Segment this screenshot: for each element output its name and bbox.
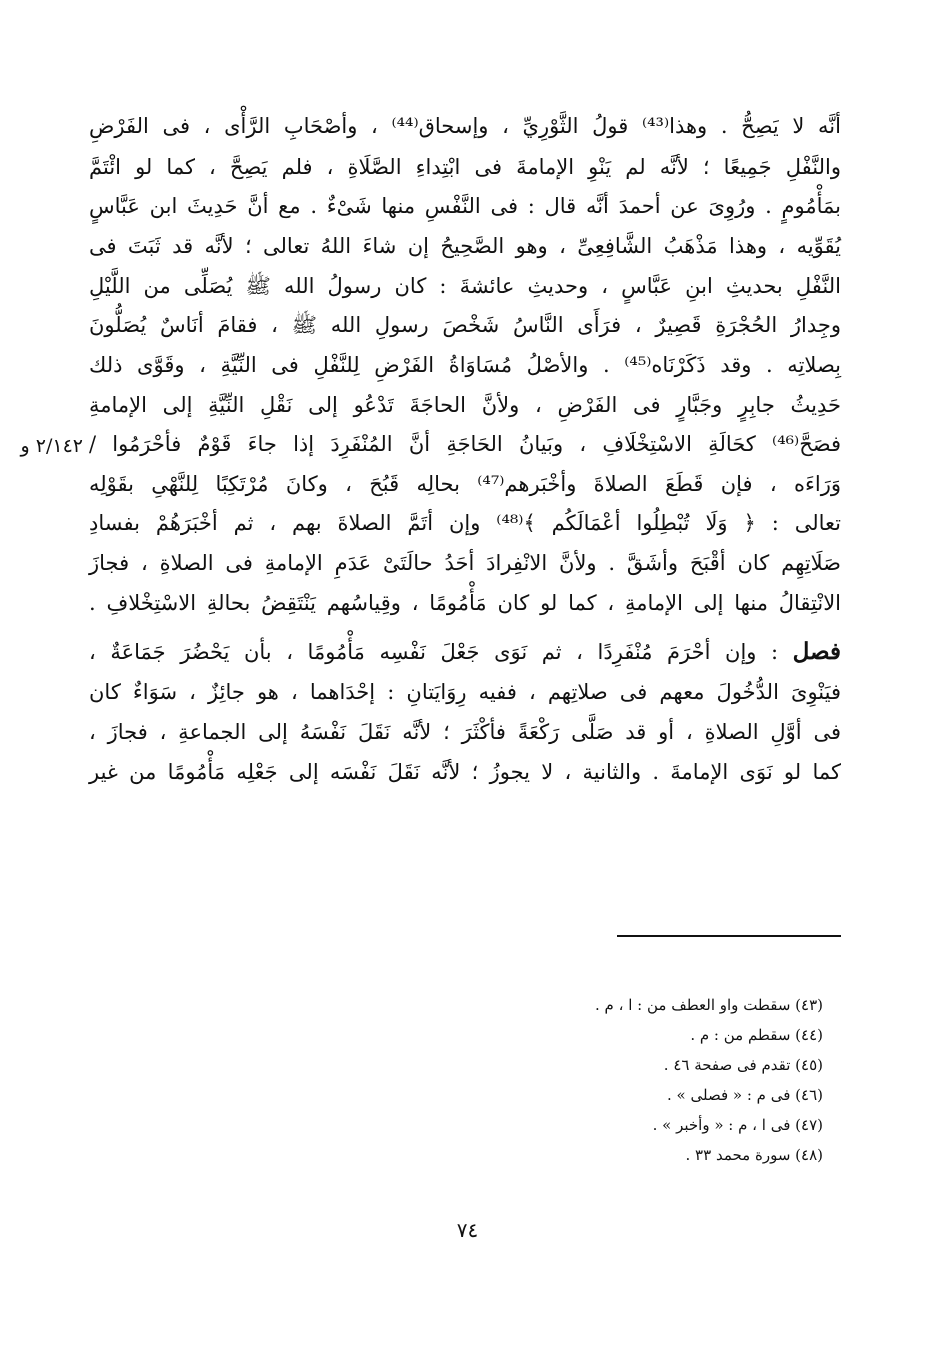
- margin-manuscript-ref: ٢/١٤٢ و: [20, 435, 83, 457]
- body-line-1: أنَّه لا يَصِحُّ . وهذا⁽⁴³⁾ قولُ الثَّوْرِيِّ ، وإسحاق⁽⁴⁴⁾ ، وأصْحَابِ الرَّأْى ، فى الفَرْضِ: [89, 114, 841, 138]
- body-line-4: يُقَوِّيه ، وهذا مَذْهَبُ الشَّافِعِىِّ ، وهو الصَّحِيحُ إن شاءَ اللهُ تعالى ؛ لأنَّه قد ثَبَتَ فى: [89, 234, 841, 258]
- footnotes: [323, 990, 823, 1170]
- body-line-3: بمَأْمُومٍ . ورُوِىَ عن أحمدَ أنَّه قال : فى النَّفْسِ منها شَىْءٌ . مع أنَّ حَدِيثَ ابن عَبَّاسٍ: [89, 194, 841, 218]
- footnote-47: (٤٧) فى ا ، م : « وأخبر » .: [652, 1116, 823, 1134]
- body-line-13: الانْتِقالُ منها إلى الإمامةِ ، كما لو كان مَأْمُومًا ، وقِياسُهم يَنْتَقِضُ بحالةِ الاسْتِخْلافِ .: [89, 591, 841, 615]
- footnote-45: (٤٥) تقدم فى صفحة ٤٦ .: [663, 1056, 823, 1074]
- body-line-10: وَرَاءَه ، فإن قَطَعَ الصلاةَ وأخْبَرهم⁽⁴⁷⁾ بحالِه قَبُحَ ، وكانَ مُرْتَكِبًا لِلنَّهْىِ بقَوْلِه: [89, 472, 841, 496]
- section-line-3: فى أوَّلِ الصلاةِ ، أو قد صَلَّى رَكْعَةً فأكْثَرَ ؛ لأنَّه نَقَلَ نَفْسَهُ إلى الجماعةِ ، فجازَ ،: [89, 720, 841, 744]
- body-line-9: فصَحَّ⁽⁴⁶⁾ كحَالَةِ الاسْتِخْلَافِ ، وبَيانُ الحَاجَةِ أنَّ المُنْفَرِدَ إذا جاءَ قَوْمٌ فأحْرَمُوا /: [89, 432, 841, 456]
- body-line-8: حَدِيثُ جابِرٍ وجَبَّارٍ فى الفَرْضِ ، ولأنَّ الحاجَةَ تَدْعُو إلى نَقْلِ النِّيَّةِ إلى الإمامةِ: [89, 393, 841, 417]
- footnote-46: (٤٦) فى م : « فصلى » .: [667, 1086, 823, 1104]
- body-line-6: وجِدارُ الحُجْرَةِ قَصِيرٌ ، فرَأَى النَّاسُ شَخْصَ رسولِ الله ﷺ ، فقامَ أنَاسٌ يُصَلُّونَ: [89, 313, 841, 337]
- body-line-11: تعالى : ﴿ وَلَا تُبْطِلُوا أعْمَالَكُم ﴾⁽⁴⁸⁾ وإن أتَمَّ الصلاةَ بهم ، ثم أخْبَرَهُمْ بفسادِ: [89, 511, 841, 535]
- section-first-line-text: : وإن أحْرَمَ مُنْفَرِدًا ، ثم نَوَى جَعْلَ نَفْسِه مَأْمُومًا ، بأن يَحْضُرَ جَمَاعَةٌ ،: [89, 640, 793, 664]
- page-number: ٧٤: [456, 1218, 479, 1242]
- section-first-line: [89, 637, 841, 669]
- footnote-44: (٤٤) سقطم من : م .: [690, 1026, 823, 1044]
- body-line-2: والنَّفْلِ جَمِيعًا ؛ لأنَّه لم يَنْوِ الإمامةَ فى ابْتِداءِ الصَّلَاةِ ، فلم يَصِحَّ ، كما لو ائْتَمَّ: [89, 155, 841, 179]
- body-line-7: بِصلاتِه . وقد ذَكَرْنَاه⁽⁴⁵⁾ . والأصْلُ مُسَاوَاةُ الفَرْضِ لِلنَّفْلِ فى النِّيَّةِ ، وقَوَّى ذلك: [89, 353, 841, 377]
- footnote-divider: [617, 935, 841, 937]
- body-line-12: صَلَاتِهِم كان أقْبَحَ وأشَقَّ . ولأنَّ الانْفِرادَ أحَدُ حالَتَىْ عَدَمِ الإمامةِ فى الصلاةِ ، فجازَ: [89, 551, 841, 575]
- section-line-2: فيَنْوِىَ الدُّخُولَ معهم فى صلاتِهم ، ففيه رِوَايَتانِ : إحْدَاهما ، هو جائِزٌ ، سَوَاءٌ كان: [89, 680, 842, 704]
- footnote-48: (٤٨) سورة محمد ٣٣ .: [685, 1146, 823, 1164]
- section-line-4: كما لو نَوَى الإمامةَ . والثانية ، لا يجوزُ ؛ لأنَّه نَقَلَ نَفْسَه إلى جَعْلِه مَأْمُومًا من غير: [89, 760, 841, 784]
- body-line-5: النَّفْلِ بحديثِ ابنِ عَبَّاسٍ ، وحديثِ عائشةَ : كان رسولُ الله ﷺ يُصَلِّى من اللَّيْلِ: [89, 274, 841, 298]
- section-heading: فصل: [792, 638, 841, 665]
- footnote-43: (٤٣) سقطت واو العطف من : ا ، م .: [595, 996, 823, 1014]
